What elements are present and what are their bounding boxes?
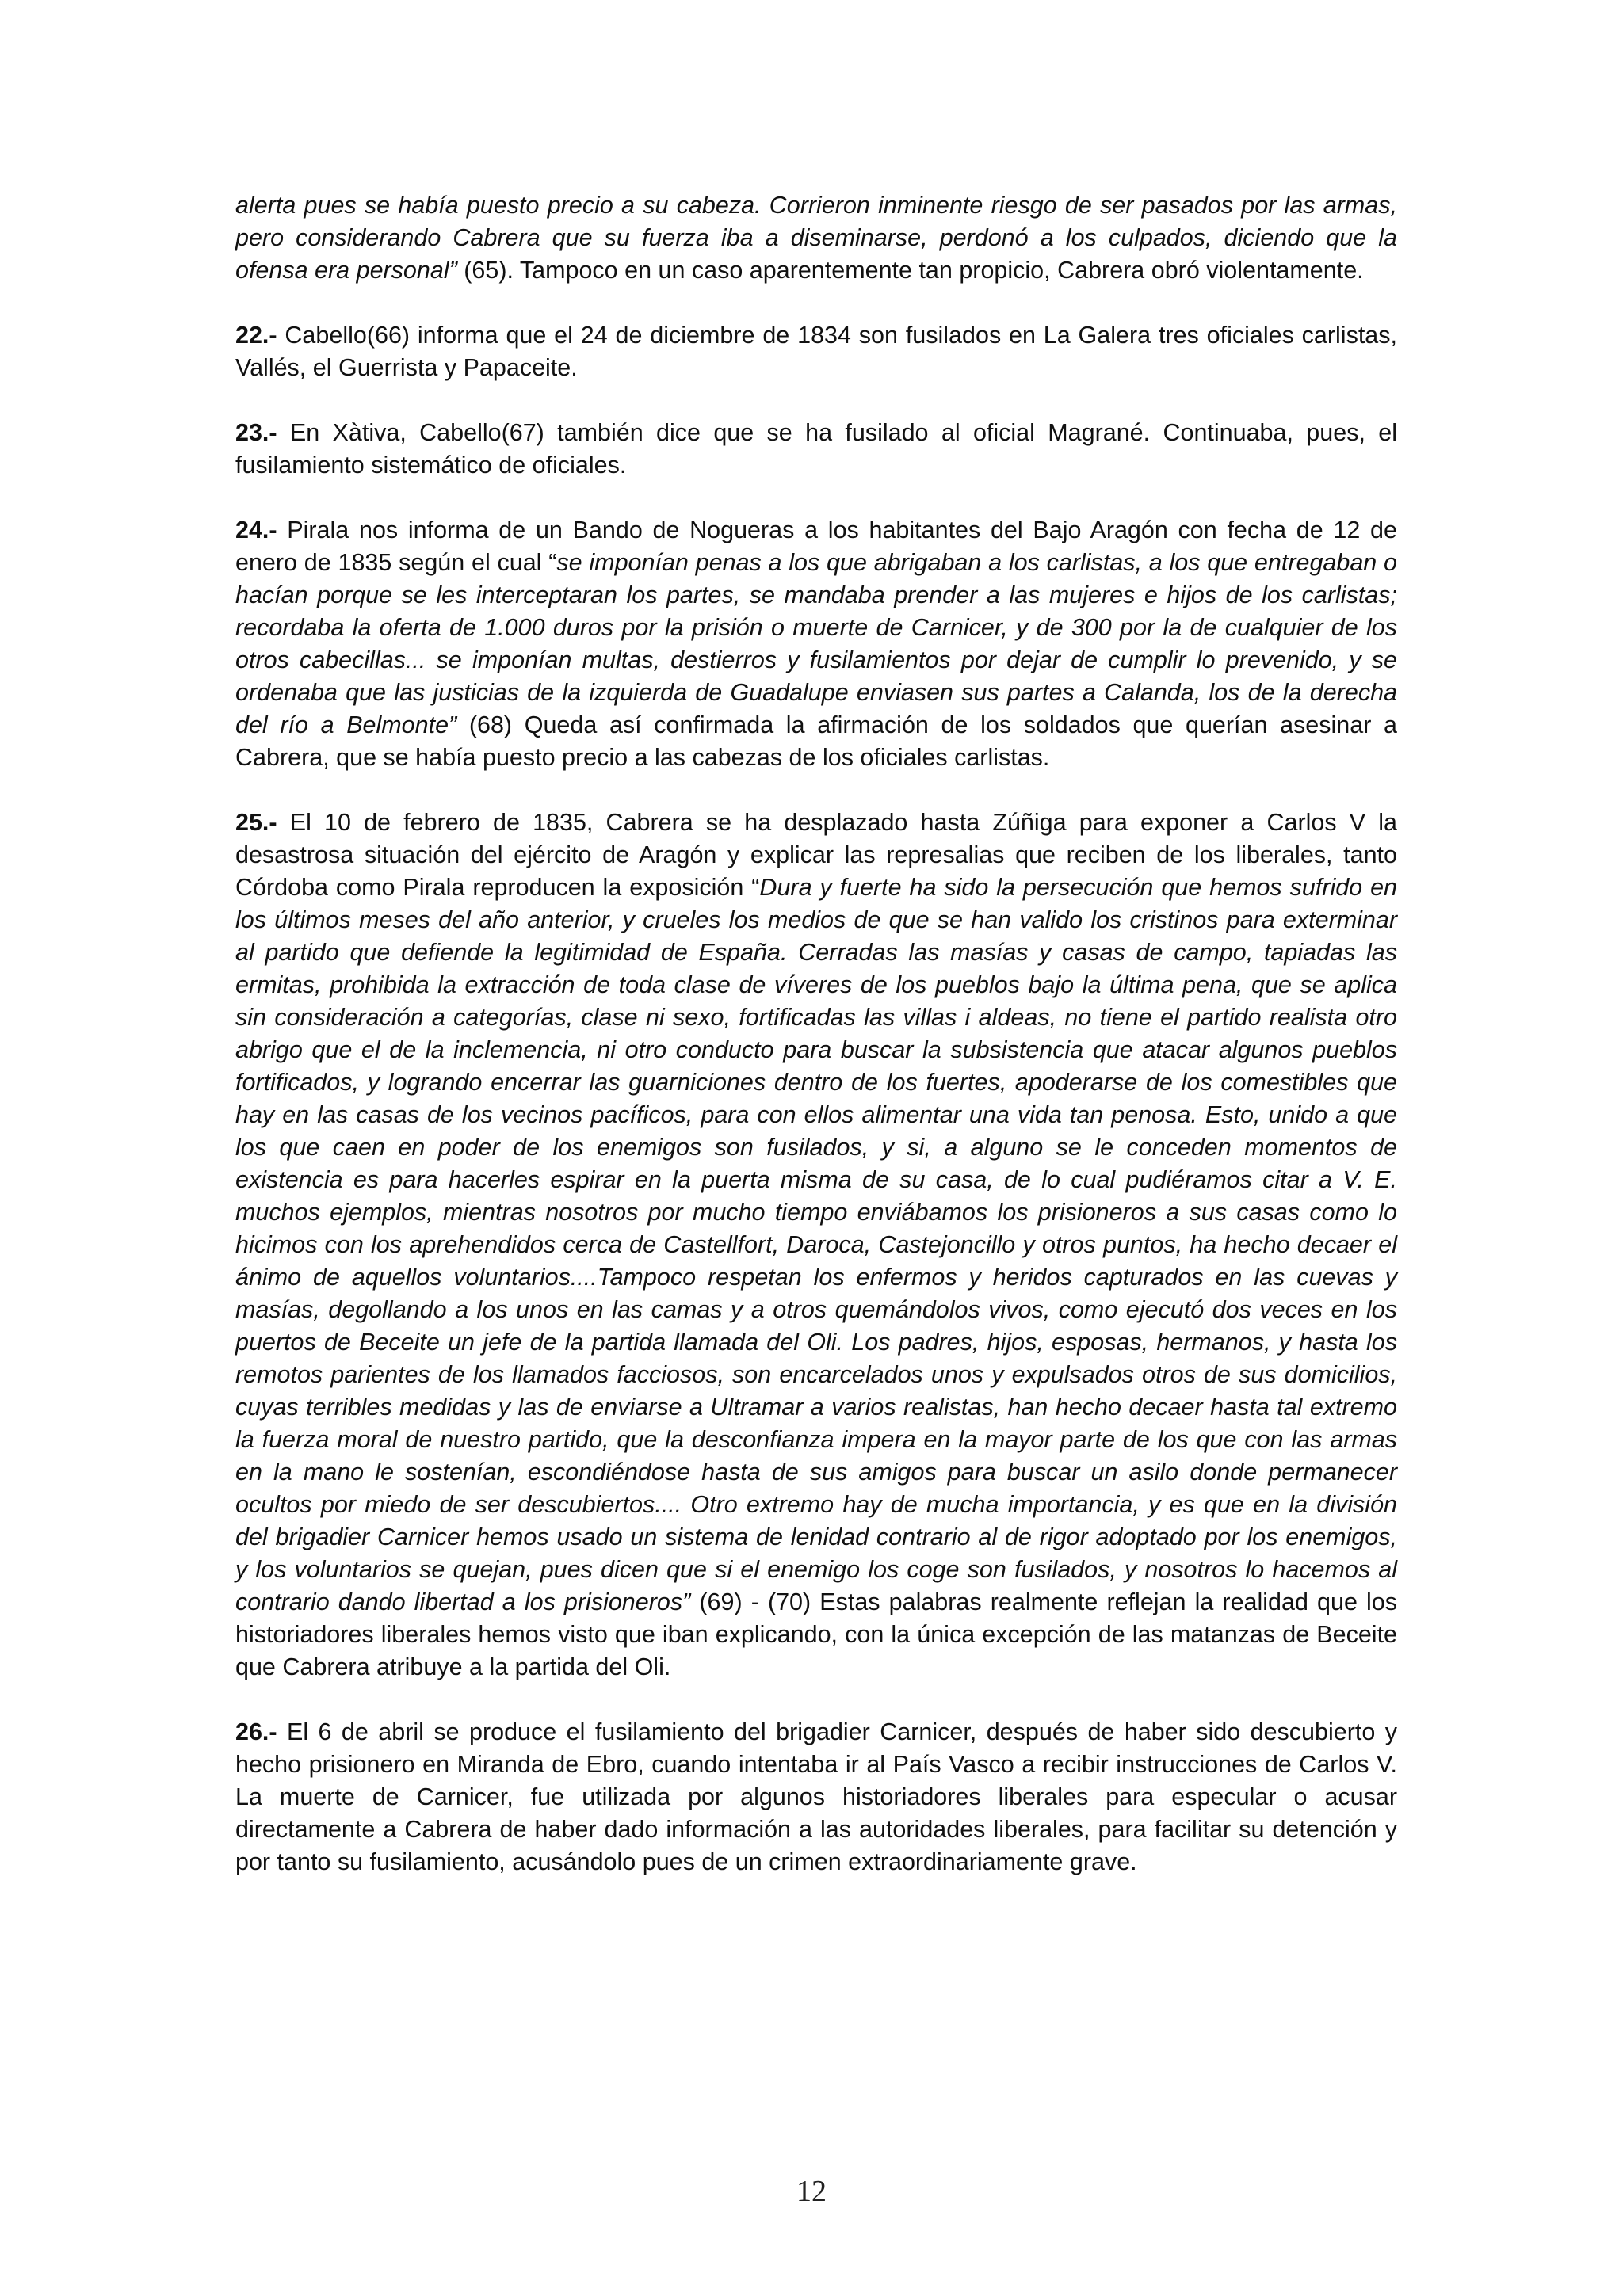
paragraph-continuation [235, 189, 1397, 287]
paragraph-text: En Xàtiva, Cabello(67) también dice que se ha fusilado al oficial Magrané. Continuaba, pues, el fusilamiento sistemático de oficiales. [235, 419, 1397, 479]
paragraph-text: (65). Tampoco en un caso aparentemente tan propicio, Cabrera obró violentamente. [456, 257, 1364, 284]
quoted-text: se imponían penas a los que abrigaban a los carlistas, a los que entregaban o hacían porque se les interceptaran los partes, se mandaba prender a las mujeres e hijos de los carlistas; recordaba la oferta de 1.000 duros por la prisión o muerte de Carnicer, y de 300 por la de cualquier de los otros cabecillas... se imponían multas, destierros y fusilamientos por dejar de cumplir lo prevenido, y se ordenaba que las justicias de la izquierda de Guadalupe enviasen sus partes a Calanda, los de la derecha del río a Belmonte” [235, 549, 1397, 738]
paragraph-text: Pirala nos informa de un Bando de Nogueras a los habitantes del Bajo Aragón con fecha de 12 de enero de 1835 según el cual “ [235, 517, 1397, 576]
paragraph-text: El 6 de abril se produce el fusilamiento del brigadier Carnicer, después de haber sido descubierto y hecho prisionero en Miranda de Ebro, cuando intentaba ir al País Vasco a recibir instrucciones de Carlos V. La muerte de Carnicer, fue utilizada por algunos historiadores liberales para especular o acusar directamente a Cabrera de haber dado información a las autoridades liberales, para facilitar su detención y por tanto su fusilamiento, acusándolo pues de un crimen extraordinariamente grave. [235, 1718, 1397, 1875]
paragraph-number: 24.- [235, 517, 277, 543]
quoted-text: Dura y fuerte ha sido la persecución que hemos sufrido en los últimos meses del año anterior, y crueles los medios de que se han valido los cristinos para exterminar al partido que defiende la legitimidad de España. Cerradas las masías y casas de campo, tapiadas las ermitas, prohibida la extracción de toda clase de víveres de los pueblos bajo la última pena, que se aplica sin consideración a categorías, clase ni sexo, fortificadas las villas i aldeas, no tiene el partido realista otro abrigo que el de la inclemencia, ni otro conducto para buscar la subsistencia que atacar algunos pueblos fortificados, y logrando encerrar las guarniciones dentro de los fuertes, apoderarse de los comestibles que hay en las casas de los vecinos pacíficos, para con ellos alimentar una vida tan penosa. Esto, unido a que los que caen en poder de los enemigos son fusilados, y si, a alguno se le conceden momentos de existencia es para hacerles espirar en la puerta misma de su casa, de lo cual pudiéramos citar a V. E. muchos ejemplos, mientras nosotros por mucho tiempo enviábamos los prisioneros a sus casas como lo hicimos con los aprehendidos cerca de Castellfort, Daroca, Castejoncillo y otros puntos, ha hecho decaer el ánimo de aquellos voluntarios....Tampoco respetan los enfermos y heridos capturados en las cuevas y masías, degollando a los unos en las camas y a otros quemándolos vivos, como ejecutó dos veces en los puertos de Beceite un jefe de la partida llamada del Oli. Los padres, hijos, esposas, hermanos, y hasta los remotos parientes de los llamados facciosos, son encarcelados unos y expulsados otros de sus domicilios, cuyas terribles medidas y las de enviarse a Ultramar a varios realistas, han hecho decaer hasta tal extremo la fuerza moral de nuestro partido, que la desconfianza impera en la mayor parte de los que con las armas en la mano le sostenían, escondiéndose hasta de sus amigos para buscar un asilo donde permanecer ocultos por miedo de ser descubiertos.... Otro extremo hay de mucha importancia, y es que en la división del brigadier Carnicer hemos usado un sistema de lenidad contrario al de rigor adoptado por los enemigos, y los voluntarios se quejan, pues dicen que si el enemigo los coge son fusilados, y nosotros lo hacemos al contrario dando libertad a los prisioneros” [235, 874, 1397, 1615]
paragraph-number: 22.- [235, 322, 277, 349]
paragraph-number: 26.- [235, 1718, 277, 1745]
paragraph-number: 25.- [235, 809, 277, 836]
quoted-text: alerta pues se había puesto precio a su cabeza. Corrieron inminente riesgo de ser pasados por las armas, pero considerando Cabrera que su fuerza iba a diseminarse, perdonó a los culpados, diciendo que la ofensa era personal” [235, 192, 1397, 284]
body-text [235, 189, 1397, 1878]
paragraph-22 [235, 319, 1397, 384]
paragraph-text: El 10 de febrero de 1835, Cabrera se ha desplazado hasta Zúñiga para exponer a Carlos V la desastrosa situación del ejército de Aragón y explicar las represalias que reciben de los liberales, tanto Córdoba como Pirala reproducen la exposición “ [235, 809, 1397, 901]
paragraph-25 [235, 807, 1397, 1684]
paragraph-26 [235, 1716, 1397, 1878]
paragraph-24 [235, 514, 1397, 774]
paragraph-text: Cabello(66) informa que el 24 de diciembre de 1834 son fusilados en La Galera tres oficiales carlistas, Vallés, el Guerrista y Papaceite. [235, 322, 1397, 381]
paragraph-text: (68) Queda así confirmada la afirmación de los soldados que querían asesinar a Cabrera, que se había puesto precio a las cabezas de los oficiales carlistas. [235, 711, 1397, 771]
paragraph-23 [235, 417, 1397, 482]
paragraph-number: 23.- [235, 419, 277, 446]
paragraph-text: (69) - (70) Estas palabras realmente reflejan la realidad que los historiadores liberales hemos visto que iban explicando, con la única excepción de las matanzas de Beceite que Cabrera atribuye a la partida del Oli. [235, 1589, 1397, 1680]
page-number: 12 [796, 2175, 827, 2208]
